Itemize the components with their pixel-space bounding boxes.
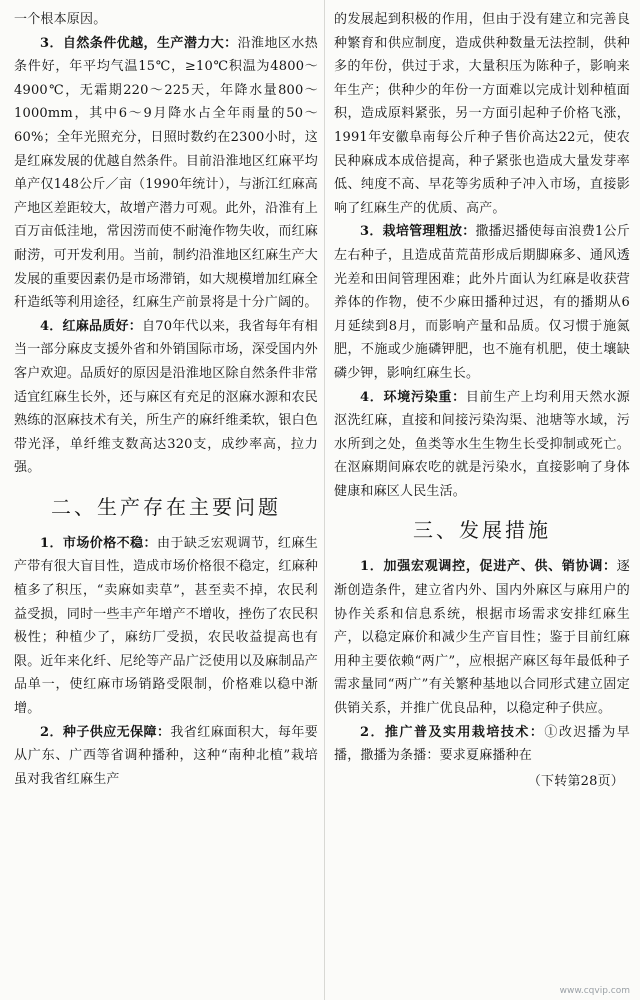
paragraph-seed-supply (14, 721, 318, 792)
paragraph-title: 2．推广普及实用栽培技术： (360, 724, 545, 740)
paragraph-title: 2．种子供应无保障： (40, 724, 171, 740)
paragraph-body: 沿淮地区水热条件好，年平均气温15℃，≥10℃积温为4800～4900℃，无霜期220～225天，年降水量800～1000mm，其中6～9月降水占全年雨量的50～60%；全年光照充分，日照时数约在2300小时，这是红麻发展的优越自然条件。目前沿淮地区红麻平均单产仅148公斤／亩（1990年统计），与浙江红麻高产地区差距较大，故增产潜力可观。此外，沿淮有上百万亩低洼地，常因涝而使不耐淹作物失收，而红麻耐涝，可开发利用。当前，制约沿淮地区红麻生产大发展的重要因素仍是市场滞销，如大规模增加红麻全秆造纸等利用途径，红麻生产前景将是十分广阔的。 (14, 35, 318, 311)
paragraph-pollution (334, 386, 630, 504)
paragraph-body: 撒播迟播使每亩浪费1公斤左右种子，且造成苗荒苗形成后期脚麻多、通风透光差和田间管理困难；此外片面认为红麻是收获营养体的作物，使不少麻田播种过迟，有的播期从6月延续到8月，而影响产量和品质。仅习惯于施氮肥，不施或少施磷钾肥，也不施有机肥，使土壤缺磷少钾，影响红麻生长。 (334, 224, 630, 381)
paragraph-title: 3．自然条件优越，生产潜力大： (40, 35, 238, 51)
paragraph-macro-control (334, 555, 630, 720)
paragraph-title: 1．市场价格不稳： (40, 535, 157, 551)
paragraph-market-price (14, 532, 318, 721)
paragraph-body: ①改迟播为早播，撒播为条播：要求夏麻播种在 (334, 724, 630, 764)
intro-line: 一个根本原因。 (14, 12, 107, 27)
section-heading-problems: 二、生产存在主要问题 (51, 494, 281, 519)
watermark: www.cqvip.com (559, 986, 630, 996)
section-heading-measures: 三、发展措施 (413, 518, 551, 543)
paragraph-body: 逐渐创造条件，建立省内外、国内外麻区与麻用户的协作关系和信息系统，根据市场需求安排红麻生产，以稳定麻价和减少生产盲目性；鉴于目前红麻用种主要依赖“两广”，应根据产麻区每年最低种子需求量同“两广”有关繁种基地以合同形式建立固定供销关系，并推广优良品种，以稳定种子供应。 (334, 559, 630, 717)
paragraph-seed-supply-continued: 的发展起到积极的作用，但由于没有建立和完善良种繁育和供应制度，造成供种数量无法控制，供种多的年份，供过于求，大量积压为陈种子，影响来年生产；供种少的年份一方面难以完成计划种植面积，造成原料紧张，另一方面引起种子价格飞涨，1991年安徽阜南每公斤种子售价高达22元，使农民种麻成本成倍提高，种子紧张也造成大量发芽率低、纯度不高、早花等劣质种子冲入市场，直接影响了红麻生产的优质、高产。 (334, 12, 630, 216)
continued-note: （下转第28页） (527, 773, 624, 789)
column-divider (324, 0, 325, 1000)
paragraph-techniques (334, 721, 630, 768)
paragraph-title: 1．加强宏观调控，促进产、供、销协调： (360, 559, 617, 575)
paragraph-quality (14, 315, 318, 480)
paragraph-body: 由于缺乏宏观调节，红麻生产带有很大盲目性，造成市场价格很不稳定，红麻种植多了积压，“卖麻如卖草”，甚至卖不掉，农民利益受损，同时一些丰产年增产不增收，挫伤了农民积极性；种植少了，麻纺厂受损，农民收益提高也有限。近年来化纤、尼纶等产品广泛使用以及麻制品产品单一，使红麻市场销路受限制，价格难以稳中渐增。 (14, 535, 318, 717)
paragraph-title: 3．栽培管理粗放： (360, 224, 476, 240)
right-column (334, 8, 630, 793)
left-column (14, 8, 318, 791)
paragraph-body: 目前生产上均利用天然水源沤洗红麻，直接和间接污染沟渠、池塘等水域，污水所到之处，鱼类等水生生物生长受抑制或死亡。在沤麻期间麻农吃的就是污染水，直接影响了身体健康和麻区人民生活。 (334, 389, 630, 499)
paragraph-natural-conditions (14, 32, 318, 315)
paragraph-title: 4．红麻品质好： (40, 318, 143, 334)
paragraph-title: 4．环境污染重： (360, 389, 466, 405)
paragraph-body: 自70年代以来，我省每年有相当一部分麻皮支援外省和外销国际市场，深受国内外客户欢迎。品质好的原因是沿淮地区除自然条件非常适宜红麻生长外，还与麻区有充足的沤麻水源和农民熟练的沤麻技术有关，所生产的麻纤维柔软，银白色带光泽，单纤维支数高达320支，成纱率高，拉力强。 (14, 318, 318, 476)
paragraph-body: 我省红麻面积大，每年要从广东、广西等省调种播种，这种“南种北植”栽培虽对我省红麻生产 (14, 724, 318, 787)
paragraph-cultivation (334, 220, 630, 385)
